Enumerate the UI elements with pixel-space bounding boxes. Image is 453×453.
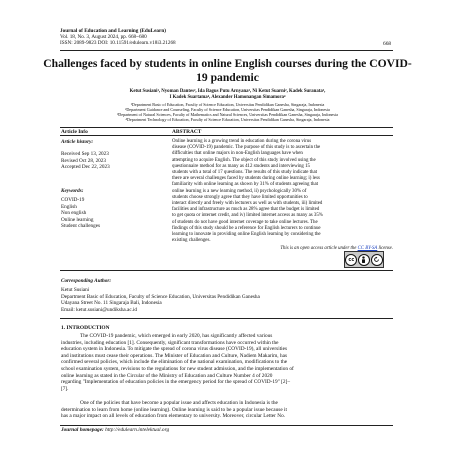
corresponding-label: Corresponding Author: <box>61 278 112 284</box>
intro-line: The COVID-19 pandemic, which emerged in early 2020, has significantly affected various <box>80 333 273 339</box>
intro-line: online learning as stated in the Circular of the Ministry of Education and Culture Number 4 of 2020 <box>61 372 273 379</box>
intro-heading: 1. INTRODUCTION <box>61 325 110 331</box>
intro-line: industries, including education [1]. Consequently, significant transformations have occurred within the <box>61 339 279 346</box>
cc-icon: cc <box>345 254 357 266</box>
keyword: English <box>61 203 77 210</box>
intro-line: [7]. <box>61 385 69 392</box>
abstract-line: disease (COVID-19) pandemic. The purpose of this study is to ascertain the <box>172 145 321 151</box>
author-email[interactable]: Email: ketut.susiani@undiksha.ac.id <box>61 306 137 313</box>
abstract-body <box>172 139 392 244</box>
abstract-line: attempting to acquire English. The object of this study involved using the <box>172 157 316 163</box>
journal-volume: Vol. 18, No. 3, August 2024, pp. 668~680 <box>60 34 147 41</box>
abstract-line: findings of this study should be a reference for English lecturers to continue <box>172 225 321 231</box>
abstract-line: to get quota or internet credit, and iv) limited internet access as many as 35% <box>172 213 323 219</box>
keyword: Online learning <box>61 216 94 223</box>
license-end: license. <box>377 246 393 251</box>
keyword: COVID-19 <box>61 197 85 204</box>
page-number: 668 <box>383 41 392 47</box>
journal-homepage <box>61 427 169 433</box>
footer-rule <box>60 425 393 426</box>
intro-line: education system in Indonesia. To mitigate the spread of corona virus disease (COVID-19), all universities <box>61 346 288 353</box>
journal-issn: ISSN: 2089-9823 DOI: 10.11591/edulearn.v18i3.21268 <box>60 40 176 47</box>
keywords-block <box>61 188 161 229</box>
cc-by-sa-badge[interactable] <box>344 251 384 268</box>
keywords-label: Keywords: <box>61 188 84 194</box>
authors-line-1: Ketut Susiani¹, Nyoman Dantes², Ida Bagus Putu Arnyana³, Ni Ketut Suarni², Kadek Suranata², <box>129 89 326 94</box>
intro-paragraph-2 <box>61 400 393 420</box>
homepage-label: Journal homepage: <box>61 427 104 433</box>
intro-line: One of the policies that have become a popular issue and affects education in Indonesia is the <box>80 400 278 406</box>
abstract-line: students choose strongly agree that they have limited opportunities to <box>172 194 308 200</box>
affiliation: ¹Department Basic of Education, Faculty of Science Education, Universitas Pendidikan Ganesha, Singaraja, Indonesia <box>130 102 325 107</box>
abstract-line: online learning is a new learning method, ii) psychologically 30% of <box>172 188 307 194</box>
history-label: Article history: <box>61 139 94 145</box>
info-heading-rule <box>60 135 393 136</box>
header-rule <box>60 50 393 51</box>
accepted-date: Accepted Dec 22, 2023 <box>61 164 110 171</box>
revised-date: Revised Oct 28, 2023 <box>61 157 106 164</box>
article-info-heading: Article Info <box>61 129 88 135</box>
intro-line: school examination system, revisions to the regulations for new student admission, and the implementation of <box>61 365 294 372</box>
abstract-line: of students do not have good internet coverage to take online lectures. The <box>172 219 318 225</box>
author-name: Ketut Susiani <box>61 287 90 294</box>
author-department: Department Basic of Education, Faculty of Science Education, Universitas Pendidikan Ganesha <box>61 293 260 300</box>
keyword: Non english <box>61 210 87 217</box>
abstract-line: students with a total of 17 questions. The results of this study indicate that <box>172 170 317 176</box>
abstract-line: familiarity with online learning as shown by 31% of students agreeing that <box>172 182 319 188</box>
journal-header <box>60 28 176 47</box>
abstract-line: there are several challenges faced by students during online learning; i) less <box>172 176 320 182</box>
affiliation: ⁴Department Technology of Education, Faculty of Science Education, Universitas Pendidikan Ganesha, Singaraja, Indonesia <box>125 117 330 123</box>
homepage-url[interactable]: http://edulearn.intelektual.org <box>103 427 170 433</box>
authors-line-2: I Kadek Suartama⁴, Alexander Hamonangan Simamora⁴ <box>169 95 286 100</box>
affiliation: ³Department of Natural Sciences, Faculty of Mathematics and Natural Sciences, Universitas Pendidikan Ganesha, Singaraja, Indonesia <box>117 112 338 118</box>
keyword: Student challenges <box>61 223 101 230</box>
license-link[interactable]: CC BY-SA <box>357 246 378 251</box>
share-alike-icon <box>371 254 383 266</box>
info-top-rule <box>60 127 393 128</box>
abstract-line: Online learning is a growing trend in education during the corona virus <box>172 139 312 144</box>
person-icon <box>358 254 370 266</box>
abstract-line: facilities and infrastructure as much as 28% agree that the budget is limited <box>172 207 320 213</box>
intro-line: confirmed several policies, which include the elimination of the national examination, modifications to the <box>61 359 288 366</box>
info-bottom-rule <box>60 270 393 271</box>
received-date: Received Sep 13, 2023 <box>61 151 109 158</box>
journal-name: Journal of Education and Learning (EduLearn) <box>60 28 166 34</box>
abstract-line: existing challenges. <box>172 238 211 244</box>
abstract-line: questionnaire method for as many as 412 students and interviewing 15 <box>172 163 310 169</box>
corresponding-author <box>61 278 391 313</box>
intro-line: determination to learn from home (online learning). Online learning is said to be a popular issue because it <box>61 406 287 413</box>
intro-line: and institutions must cease their operations. The Minister of Education and Culture, Nadiem Makarim, has <box>61 352 287 359</box>
intro-line: regarding "Implementation of education policies in the emergency period for the spread of COVID-19" [2]– <box>61 379 290 386</box>
abstract-line: learning to innovate in providing online English learning by considering the <box>172 232 321 238</box>
affiliation: ²Department Guidance and Counseling, Faculty of Science Education, Universitas Pendidikan Ganesha, Singaraja, Indonesia <box>125 107 330 113</box>
intro-paragraph-1 <box>61 333 393 392</box>
intro-line: has a major impact on all levels of education from elementary to university. Moreover, circular Letter No. <box>61 413 286 420</box>
abstract-heading: ABSTRACT <box>172 129 202 135</box>
affiliation-list <box>50 102 405 122</box>
author-list <box>40 89 415 101</box>
abstract-line: interact directly and freely with lecturers as well as with students, iii) limited <box>172 201 323 207</box>
corresponding-rule <box>60 318 393 319</box>
paper-title: Challenges faced by students in online English courses during the COVID-19 pandemic <box>43 57 412 84</box>
author-address: Udayana Street No. 11 Singaraja Bali, Indonesia <box>61 300 162 307</box>
license-text: This is an open access article under the <box>280 246 358 251</box>
article-history <box>61 139 161 171</box>
abstract-line: difficulties that online majors in non-English languages have when <box>172 151 303 157</box>
